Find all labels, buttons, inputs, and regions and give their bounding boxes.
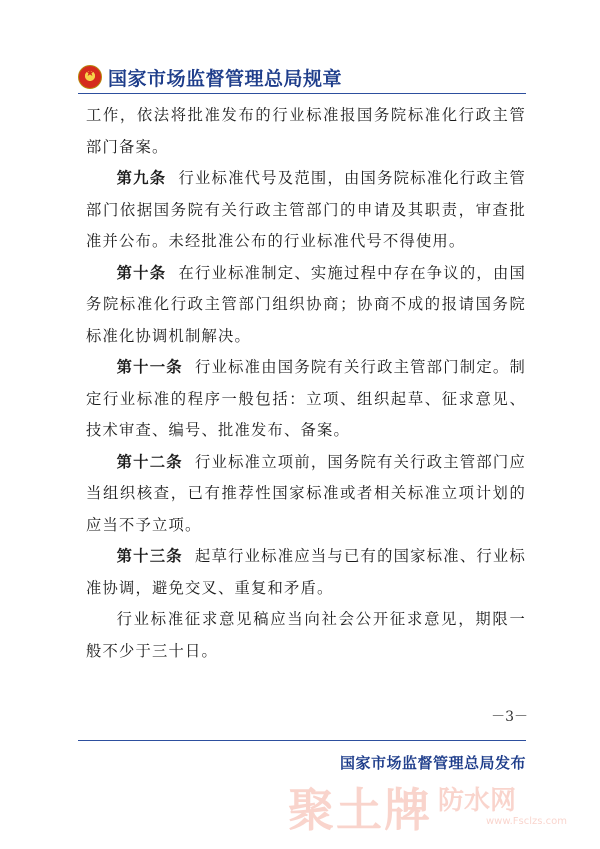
article-number: 第十二条 [116,452,183,471]
article-text: 在行业标准制定、实施过程中存在争议的，由国务院标准化行政主管部门组织协商；协商不成的报请国务院标准化协调机制解决。 [86,263,526,345]
watermark-subtitle: 防水网 [438,786,517,816]
watermark-logo: 聚土牌 [288,783,432,837]
article-text: 行业标准由国务院有关行政主管部门制定。制定行业标准的程序一般包括：立项、组织起草、征求意见、技术审查、编号、批准发布、备案。 [86,358,526,439]
article-paragraph [86,352,526,447]
article-number: 第十一条 [116,358,183,376]
watermark [288,768,578,840]
page-number: －3－ [491,709,528,725]
article-number: 第九条 [116,169,167,187]
article-text: 行业标准代号及范围，由国务院标准化行政主管部门依据国务院有关行政主管部门的申请及其职责，审查批准并公布。未经批准公布的行业标准代号不得使用。 [86,169,526,250]
article-number: 第十三条 [116,547,183,565]
paragraph [86,604,526,667]
footer-publisher: 国家市场监督管理总局发布 [339,754,526,772]
article-paragraph [86,258,526,353]
paragraph-text: 行业标准征求意见稿应当向社会公开征求意见，期限一般不少于三十日。 [86,610,526,660]
document-body [86,100,526,667]
national-emblem-icon [78,65,102,89]
article-paragraph [86,447,526,542]
article-text: 起草行业标准应当与已有的国家标准、行业标准协调，避免交叉、重复和矛盾。 [86,547,526,597]
header-divider [78,93,526,94]
article-number: 第十条 [116,263,167,282]
footer-divider [78,740,526,741]
article-paragraph [86,163,526,258]
watermark-url: www.Fsclzs.com [486,816,568,827]
article-paragraph [86,541,526,604]
header-title: 国家市场监督管理总局规章 [108,67,343,90]
paragraph: 工作，依法将批准发布的行业标准报国务院标准化行政主管部门备案。 [86,106,526,156]
document-header [78,62,528,92]
article-text: 行业标准立项前，国务院有关行政主管部门应当组织核查，已有推荐性国家标准或者相关标准立项计划的应当不予立项。 [86,452,526,534]
